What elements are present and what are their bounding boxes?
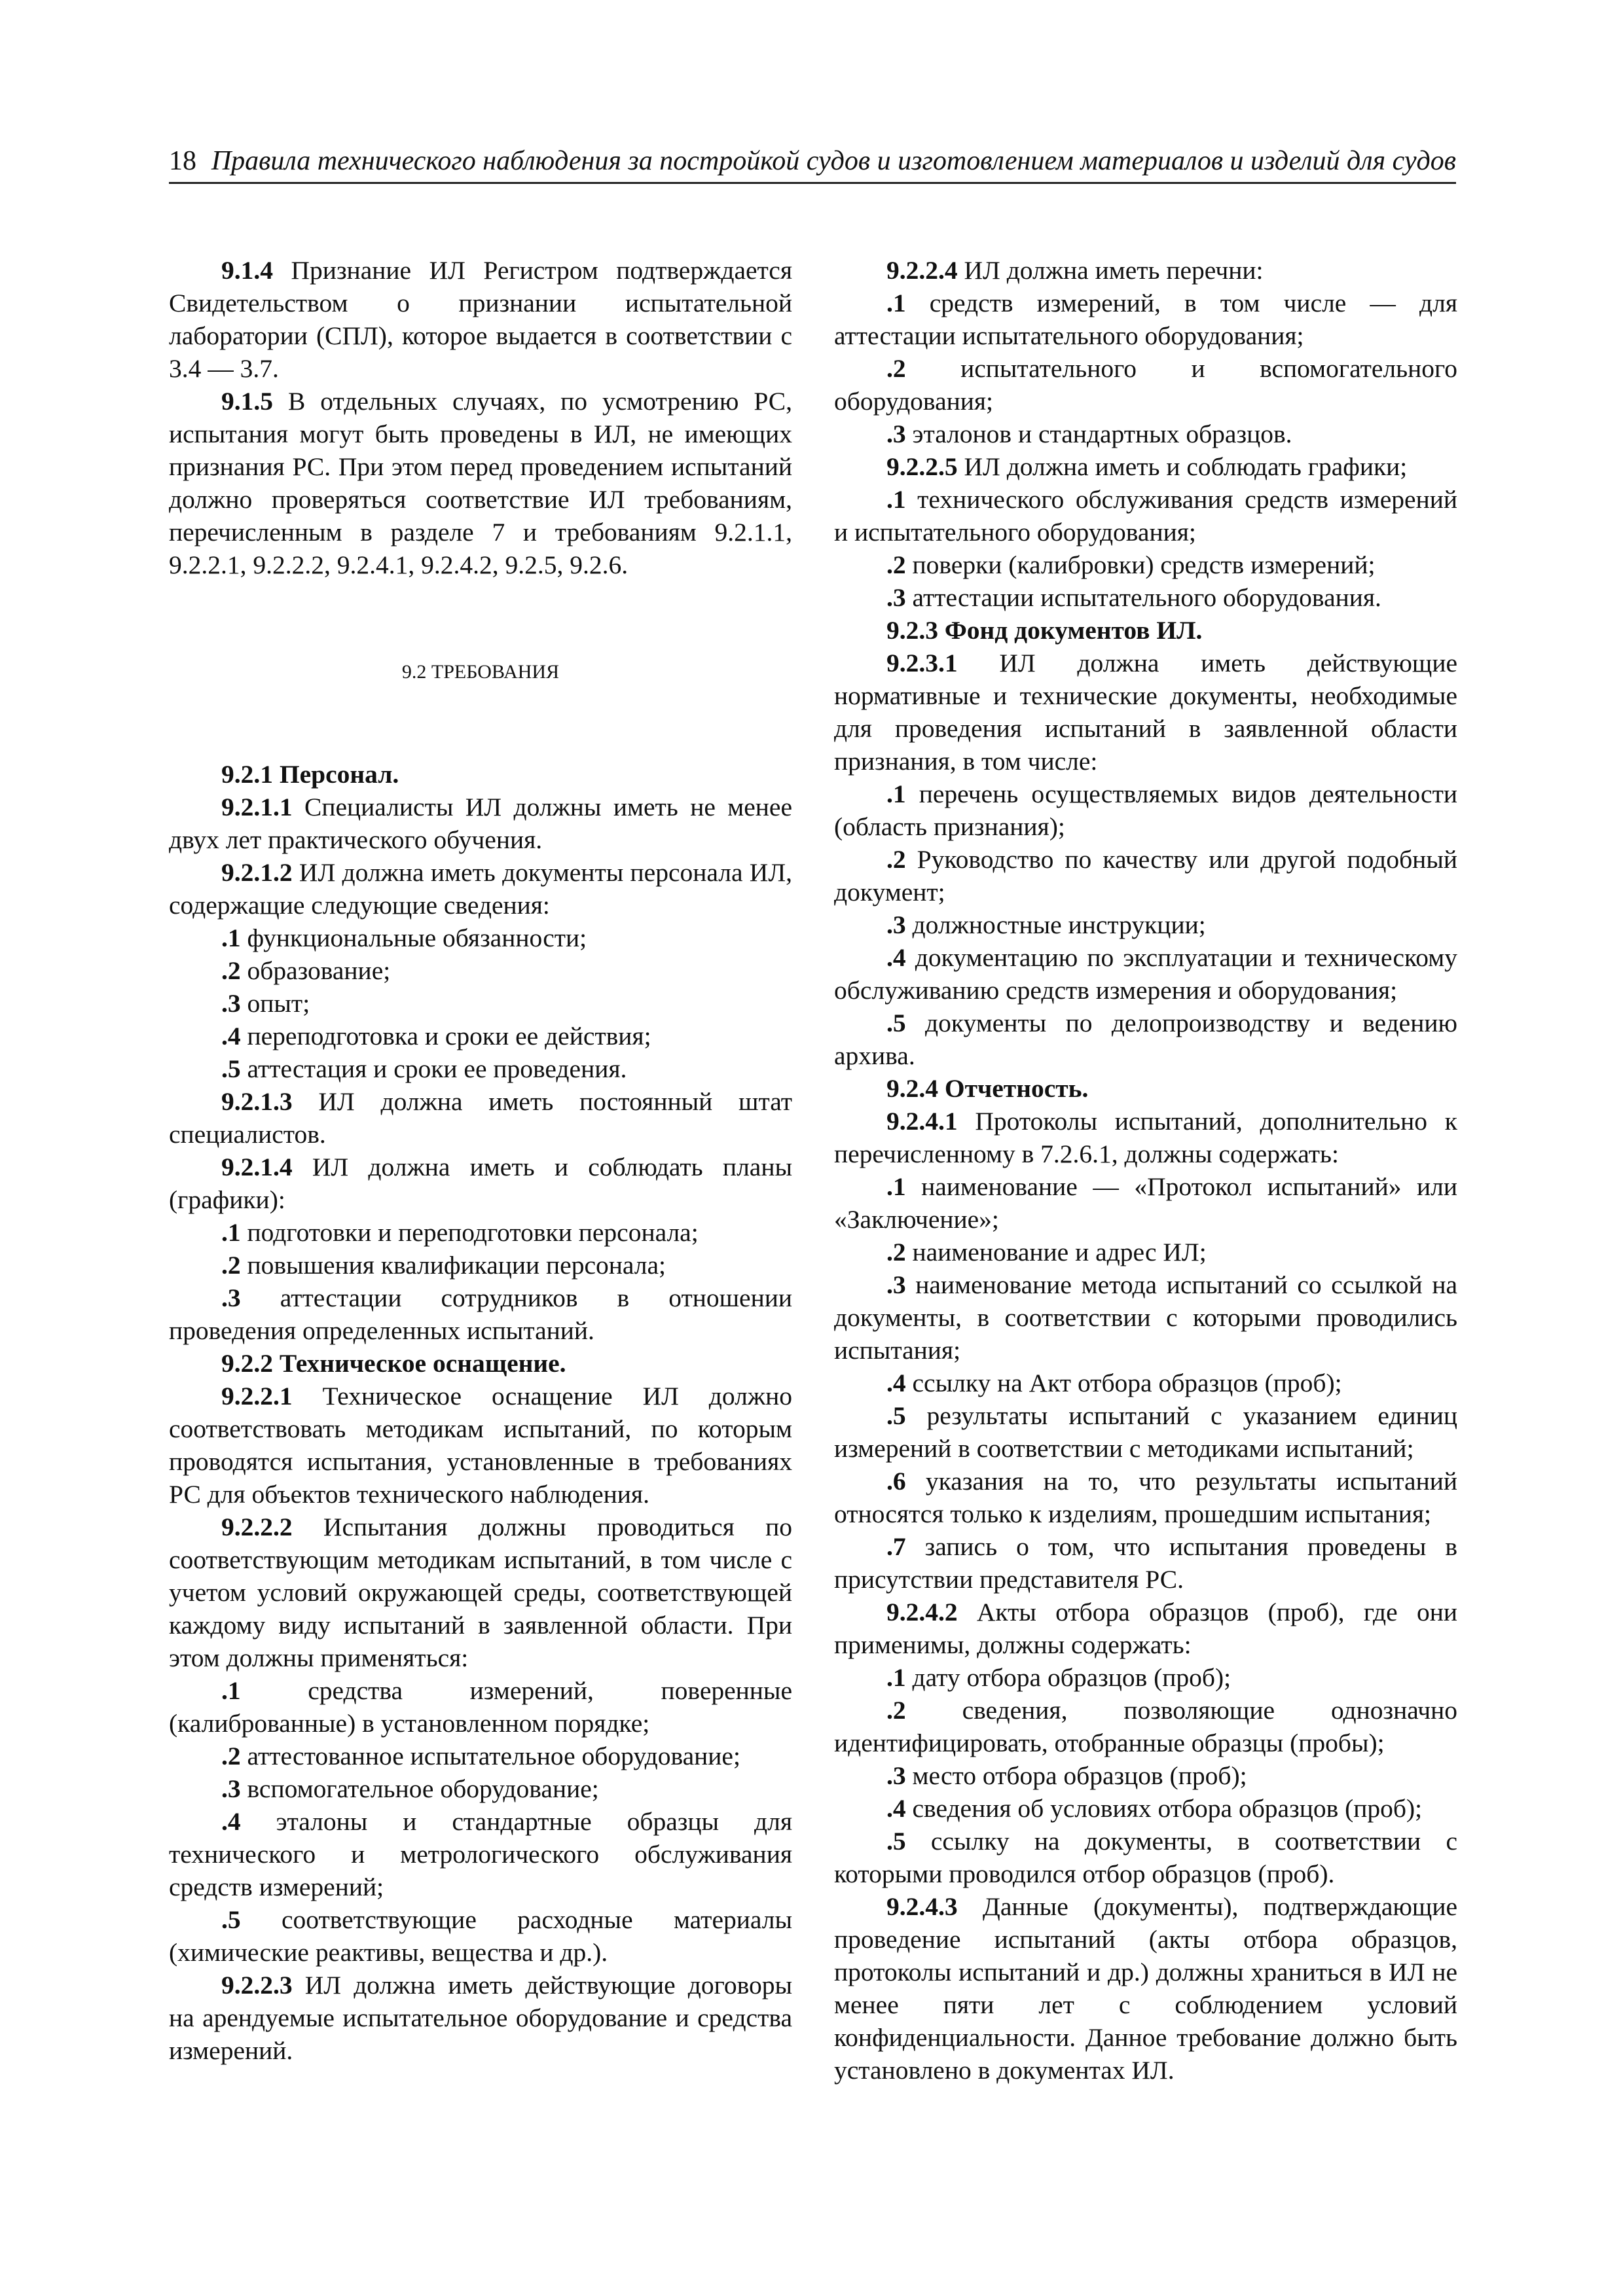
clause-text: Признание ИЛ Регистром подтверждается Свидетельством о признании испытательной лаборатории (СПЛ), которое выдается в соответствии с 3.4 — 3.7. [169,256,792,383]
clause-text: ИЛ должна иметь и соблюдать графики; [957,452,1408,481]
clause-text: соответствующие расходные материалы (химические реактивы, вещества и др.). [169,1905,792,1967]
clause-text: наименование и адрес ИЛ; [905,1238,1207,1266]
clause-number: .2 [886,354,906,383]
clause-number: .1 [221,1676,241,1705]
clause-number: 9.2.1.3 [221,1087,293,1116]
clause-text: эталоны и стандартные образцы для технического и метрологического обслуживания средств измерений; [169,1807,792,1901]
clause-number: .4 [221,1807,241,1836]
clause-number: 9.1.5 [221,387,273,416]
paragraph [834,254,1457,287]
paragraph [834,1530,1457,1596]
clause-text: ссылку на документы, в соответствии с которыми проводился отбор образцов (проб). [834,1827,1457,1888]
clause-number: .4 [221,1022,241,1050]
clause-text: Испытания должны проводиться по соответствующим методикам испытаний, в том числе с учетом условий окружающей среды, соответствующей каждому виду испытаний в заявленной области. При этом должны применяться: [169,1513,792,1672]
clause-number: .5 [221,1054,241,1083]
clause-number: .1 [886,289,906,317]
paragraph [834,941,1457,1007]
paragraph [169,1151,792,1216]
paragraph [169,1740,792,1772]
clause-text: наименование — «Протокол испытаний» или «Заключение»; [834,1172,1457,1234]
section-title: 9.2 ТРЕБОВАНИЯ [401,661,560,683]
clause-text: средства измерений, поверенные (калиброванные) в установленном порядке; [169,1676,792,1738]
paragraph [169,1249,792,1282]
paragraph [834,1007,1457,1072]
clause-text: ИЛ должна иметь перечни: [957,256,1264,285]
clause-text: аттестации сотрудников в отношении проведения определенных испытаний. [169,1283,792,1345]
paragraph [834,287,1457,352]
paragraph [834,1399,1457,1465]
paragraph [834,1694,1457,1759]
paragraph [834,1268,1457,1367]
paragraph [834,1759,1457,1792]
clause-number: .3 [886,583,906,612]
clause-number: 9.2.1.4 [221,1153,293,1181]
clause-number: .5 [886,1827,906,1856]
right-column [834,254,1457,2087]
clause-text: дату отбора образцов (проб); [905,1663,1231,1692]
paragraph [834,1236,1457,1268]
clause-number: .3 [886,1761,906,1790]
clause-text: средств измерений, в том числе — для аттестации испытательного оборудования; [834,289,1457,350]
clause-text: сведения, позволяющие однозначно идентифицировать, отобранные образцы (пробы); [834,1696,1457,1757]
paragraph [834,352,1457,418]
clause-number: .3 [221,1774,241,1803]
clause-text: ссылку на Акт отбора образцов (проб); [905,1369,1342,1397]
paragraph [834,908,1457,941]
paragraph [834,418,1457,450]
clause-text: повышения квалификации персонала; [240,1251,666,1280]
subsection-heading: 9.2.3 Фонд документов ИЛ. [886,616,1203,645]
paragraph [169,1020,792,1052]
paragraph [834,778,1457,843]
paragraph [834,647,1457,778]
clause-number: .2 [221,1742,241,1770]
clause-number: .3 [886,1270,906,1299]
paragraph [834,1661,1457,1694]
clause-text: Протоколы испытаний, дополнительно к перечисленному в 7.2.6.1, должны содержать: [834,1107,1457,1168]
clause-text: указания на то, что результаты испытаний относятся только к изделиям, прошедшим испытания; [834,1467,1457,1528]
clause-text: перечень осуществляемых видов деятельности (область признания); [834,780,1457,841]
paragraph [834,548,1457,581]
clause-number: .2 [221,1251,241,1280]
clause-text: ИЛ должна иметь постоянный штат специалистов. [169,1087,792,1149]
clause-number: .3 [886,420,906,448]
clause-number: .2 [886,845,906,874]
paragraph [169,791,792,856]
clause-number: 9.2.2.2 [221,1513,293,1541]
clause-text: аттестованное испытательное оборудование; [240,1742,740,1770]
clause-text: ИЛ должна иметь и соблюдать планы (графики): [169,1153,792,1214]
clause-number: .4 [886,943,906,972]
header-title: Правила технического наблюдения за постройкой судов и изготовлением материалов и изделий для судов [211,146,1456,176]
clause-number: .2 [221,956,241,985]
clause-text: подготовки и переподготовки персонала; [240,1218,699,1247]
clause-text: технического обслуживания средств измерений и испытательного оборудования; [834,485,1457,547]
clause-text: Акты отбора образцов (проб), где они применимы, должны содержать: [834,1598,1457,1659]
clause-number: .1 [221,1218,241,1247]
paragraph [169,385,792,581]
clause-number: .1 [221,924,241,952]
clause-number: .6 [886,1467,906,1496]
paragraph [169,1085,792,1151]
clause-number: 9.2.2.5 [886,452,958,481]
clause-number: .1 [886,485,906,514]
clause-number: .4 [886,1794,906,1823]
clause-number: .2 [886,1238,906,1266]
paragraph [169,856,792,922]
subsection-heading: 9.2.1 Персонал. [221,760,399,789]
clause-number: .5 [221,1905,241,1934]
clause-text: сведения об условиях отбора образцов (проб); [905,1794,1423,1823]
clause-text: аттестации испытательного оборудования. [905,583,1381,612]
clause-number: .5 [886,1009,906,1037]
clause-number: 9.1.4 [221,256,273,285]
paragraph [169,1903,792,1969]
clause-text: ИЛ должна иметь действующие договоры на арендуемые испытательное оборудование и средства измерений. [169,1971,792,2065]
running-header [169,145,1456,184]
clause-text: запись о том, что испытания проведены в присутствии представителя РС. [834,1532,1457,1594]
subsection-heading: 9.2.2 Техническое оснащение. [221,1349,566,1378]
left-column [169,254,792,2067]
clause-number: .1 [886,780,906,808]
paragraph [834,581,1457,614]
paragraph [834,450,1457,483]
clause-number: .1 [886,1663,906,1692]
clause-number: .7 [886,1532,906,1561]
paragraph [169,254,792,385]
clause-number: 9.2.4.3 [886,1892,958,1921]
clause-number: .2 [886,1696,906,1725]
clause-number: .2 [886,550,906,579]
clause-number: .3 [221,1283,241,1312]
paragraph [169,1969,792,2067]
paragraph [169,1674,792,1740]
clause-text: В отдельных случаях, по усмотрению РС, испытания могут быть проведены в ИЛ, не имеющих признания РС. При этом перед проведением испытаний должно проверяться соответствие ИЛ требованиям, перечисленным в разделе 7 и требованиям 9.2.1.1, 9.2.2.1, 9.2.2.2, 9.2.4.1, 9.2.4.2, 9.2.5, 9.2.6. [169,387,792,579]
paragraph [834,1105,1457,1170]
paragraph [169,922,792,954]
page-number: 18 [169,146,196,176]
clause-number: .1 [886,1172,906,1201]
clause-text: вспомогательное оборудование; [240,1774,599,1803]
clause-text: должностные инструкции; [905,910,1206,939]
clause-text: место отбора образцов (проб); [905,1761,1247,1790]
paragraph [169,1805,792,1903]
paragraph [169,1511,792,1674]
clause-number: .4 [886,1369,906,1397]
subsection-heading: 9.2.4 Отчетность. [886,1074,1089,1103]
clause-text: переподготовка и сроки ее действия; [240,1022,651,1050]
clause-text: Техническое оснащение ИЛ должно соответствовать методикам испытаний, по которым проводятся испытания, установленные в требованиях РС для объектов технического наблюдения. [169,1382,792,1509]
clause-text: ИЛ должна иметь документы персонала ИЛ, содержащие следующие сведения: [169,858,792,920]
clause-text: ИЛ должна иметь действующие нормативные и технические документы, необходимые для проведения испытаний в заявленной области признания, в том числе: [834,649,1457,776]
paragraph [834,1825,1457,1890]
paragraph [169,1772,792,1805]
paragraph [834,1170,1457,1236]
clause-text: образование; [240,956,391,985]
clause-number: .3 [221,989,241,1018]
paragraph [834,1465,1457,1530]
paragraph [169,1282,792,1347]
paragraph [169,954,792,987]
paragraph [834,1367,1457,1399]
clause-number: 9.2.2.4 [886,256,958,285]
clause-text: эталонов и стандартных образцов. [905,420,1292,448]
clause-text: опыт; [240,989,310,1018]
paragraph [834,1792,1457,1825]
paragraph [169,987,792,1020]
clause-number: .3 [886,910,906,939]
paragraph [169,1380,792,1511]
clause-text: Руководство по качеству или другой подобный документ; [834,845,1457,906]
paragraph [834,843,1457,908]
paragraph [169,1216,792,1249]
clause-number: 9.2.4.1 [886,1107,958,1136]
clause-text: документацию по эксплуатации и техническому обслуживанию средств измерения и оборудования; [834,943,1457,1005]
clause-text: поверки (калибровки) средств измерений; [905,550,1376,579]
clause-text: испытательного и вспомогательного оборудования; [834,354,1457,416]
clause-number: 9.2.2.3 [221,1971,293,2000]
clause-text: функциональные обязанности; [240,924,587,952]
clause-text: Данные (документы), подтверждающие проведение испытаний (акты отбора образцов, протоколы испытаний и др.) должны храниться в ИЛ не менее пяти лет с соблюдением условий конфиденциальности. Данное требование должно быть установлено в документах ИЛ. [834,1892,1457,2085]
clause-text: документы по делопроизводству и ведению архива. [834,1009,1457,1070]
clause-text: наименование метода испытаний со ссылкой на документы, в соответствии с которыми проводились испытания; [834,1270,1457,1365]
clause-number: 9.2.3.1 [886,649,958,677]
paragraph [169,1052,792,1085]
clause-number: 9.2.4.2 [886,1598,958,1626]
clause-number: 9.2.1.2 [221,858,293,887]
clause-number: 9.2.2.1 [221,1382,293,1410]
paragraph [834,1890,1457,2087]
paragraph [834,483,1457,548]
clause-text: результаты испытаний с указанием единиц измерений в соответствии с методиками испытаний; [834,1401,1457,1463]
paragraph [834,1596,1457,1661]
clause-text: аттестация и сроки ее проведения. [240,1054,627,1083]
clause-text: Специалисты ИЛ должны иметь не менее двух лет практического обучения. [169,793,792,854]
clause-number: .5 [886,1401,906,1430]
clause-number: 9.2.1.1 [221,793,293,821]
